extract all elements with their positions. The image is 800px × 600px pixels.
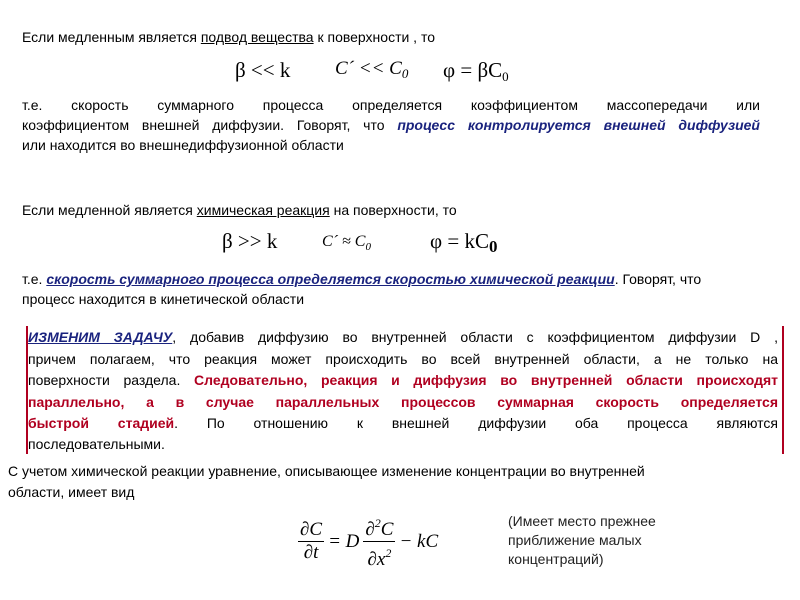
eq-phi-kc0: $\varphi = kC_0$ <box>430 229 498 256</box>
diffusion-reaction-equation: $\frac{\partial C}{\partial t}$ = D $\frac{\partial^2C}{\partial x^2}$ − kC <box>298 512 438 571</box>
section3-line6: последовательными. <box>28 436 165 452</box>
section1-line1: т.е. скорость суммарного процесса определяется коэффициентом массопередачи или <box>22 97 760 113</box>
eq-beta-gg-k: β >> k <box>222 229 278 253</box>
eq-beta-ll-k: β << k <box>235 58 291 82</box>
note-small-concentration: (Имеет место прежнее приближение малых концентраций) <box>508 513 656 567</box>
section3-line5: быстрой стадией. По отношению к внешней диффузии оба процесса являются <box>28 415 778 431</box>
section3-line1: ИЗМЕНИМ ЗАДАЧУ, добавив диффузию во внутренней области с коэффициентом диффузии D , <box>28 329 779 345</box>
section1-highlight: процесс контролируется внешней диффузией <box>397 117 760 133</box>
fraction-dc-dt: $\frac{\partial C}{\partial t}$ <box>300 519 323 563</box>
section2-highlight: скорость суммарного процесса определяется скоростью химической реакции <box>46 271 615 287</box>
section1-line3: или находится во внешнедиффузионной области <box>22 137 344 153</box>
section2-heading-underlined: химическая реакция <box>196 202 330 218</box>
section2-line1: т.е. скорость суммарного процесса определяется скоростью химической реакции. Говорят, что <box>22 271 702 287</box>
section4-line2: области, имеет вид <box>8 484 135 500</box>
section1-heading-underlined: подвод вещества <box>200 29 314 45</box>
section1-line2: коэффициентом внешней диффузии. Говорят, что процесс контролируется внешней диффузией <box>22 117 760 133</box>
eq-phi-beta-c0: $\varphi = \beta C_0$ <box>443 58 509 84</box>
section3-line2: причем полагаем, что реакция может происходить во всей внутренней области, а не только на <box>28 351 778 367</box>
change-task-label: ИЗМЕНИМ ЗАДАЧУ <box>28 329 173 345</box>
eq-c-ll-c0: C´ << $C_0$ <box>335 58 409 81</box>
fraction-d2c-dx2: $\frac{\partial^2C}{\partial x^2}$ <box>363 512 395 571</box>
eq-c-approx-c0: C´ ≈ $C_0$ <box>322 233 371 253</box>
section3-line4: параллельно, а в случае параллельных процессов суммарная скорость определяется <box>28 394 778 410</box>
section4-line1: С учетом химической реакции уравнение, описывающее изменение концентрации во внутренней <box>8 463 645 479</box>
section3-line3: поверхности раздела. Следовательно, реакция и диффузия во внутренней области происходят <box>28 372 778 388</box>
section2-heading: Если медленной является химическая реакция на поверхности, то <box>22 202 457 218</box>
section2-line2: процесс находится в кинетической области <box>22 291 305 307</box>
section1-heading: Если медленным является подвод вещества к поверхности , то <box>22 29 436 45</box>
